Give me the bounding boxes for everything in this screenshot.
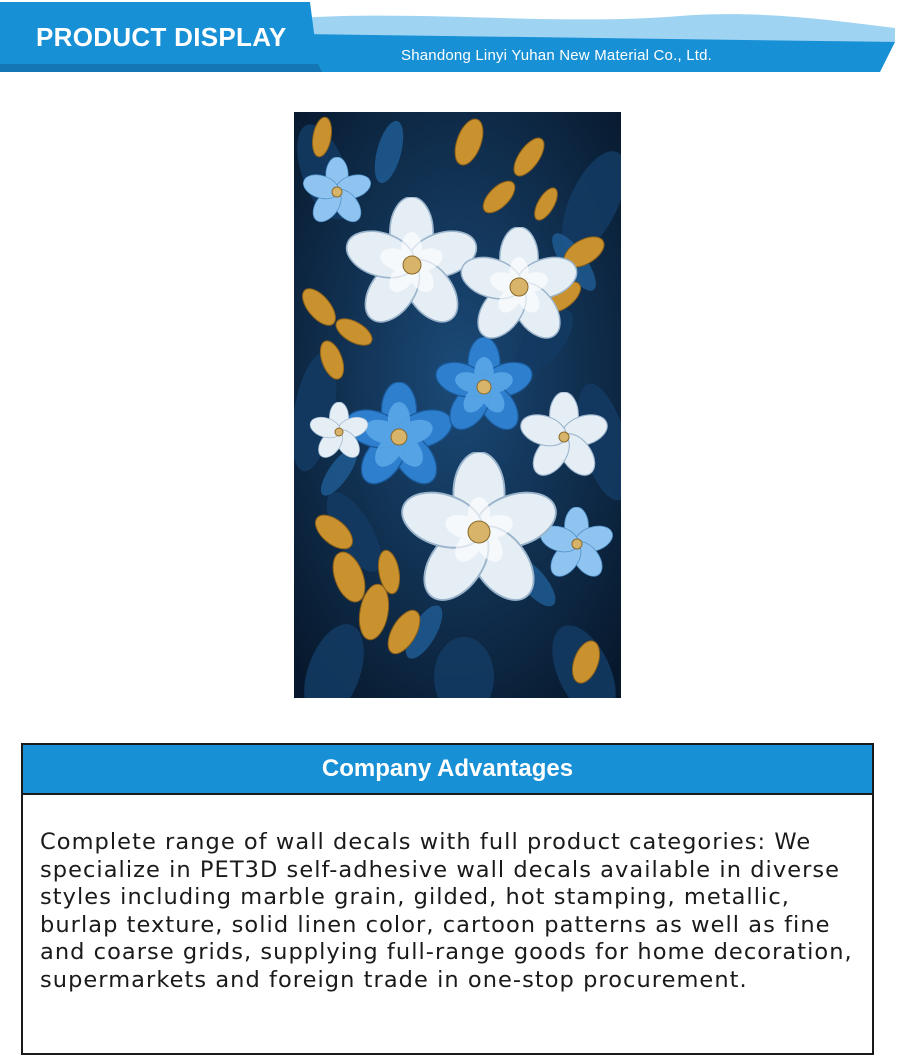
- advantages-title: Company Advantages: [23, 745, 872, 795]
- page-title: PRODUCT DISPLAY: [36, 22, 287, 52]
- advantages-text: Complete range of wall decals with full product categories: We specialize in PET3D self-adhesive wall decals available in diverse styles including marble grain, gilded, hot stamping, metallic, burlap texture, solid linen color, cartoon patterns as well as fine and coarse grids, supplying full-range goods for home decoration, supermarkets and foreign trade in one-stop procurement.: [40, 829, 853, 993]
- product-image: [294, 112, 621, 698]
- company-advantages-panel: [21, 743, 874, 1055]
- header-banner: [0, 0, 897, 80]
- company-name: Shandong Linyi Yuhan New Material Co., Ltd.: [401, 47, 713, 64]
- floral-artwork: [294, 112, 621, 698]
